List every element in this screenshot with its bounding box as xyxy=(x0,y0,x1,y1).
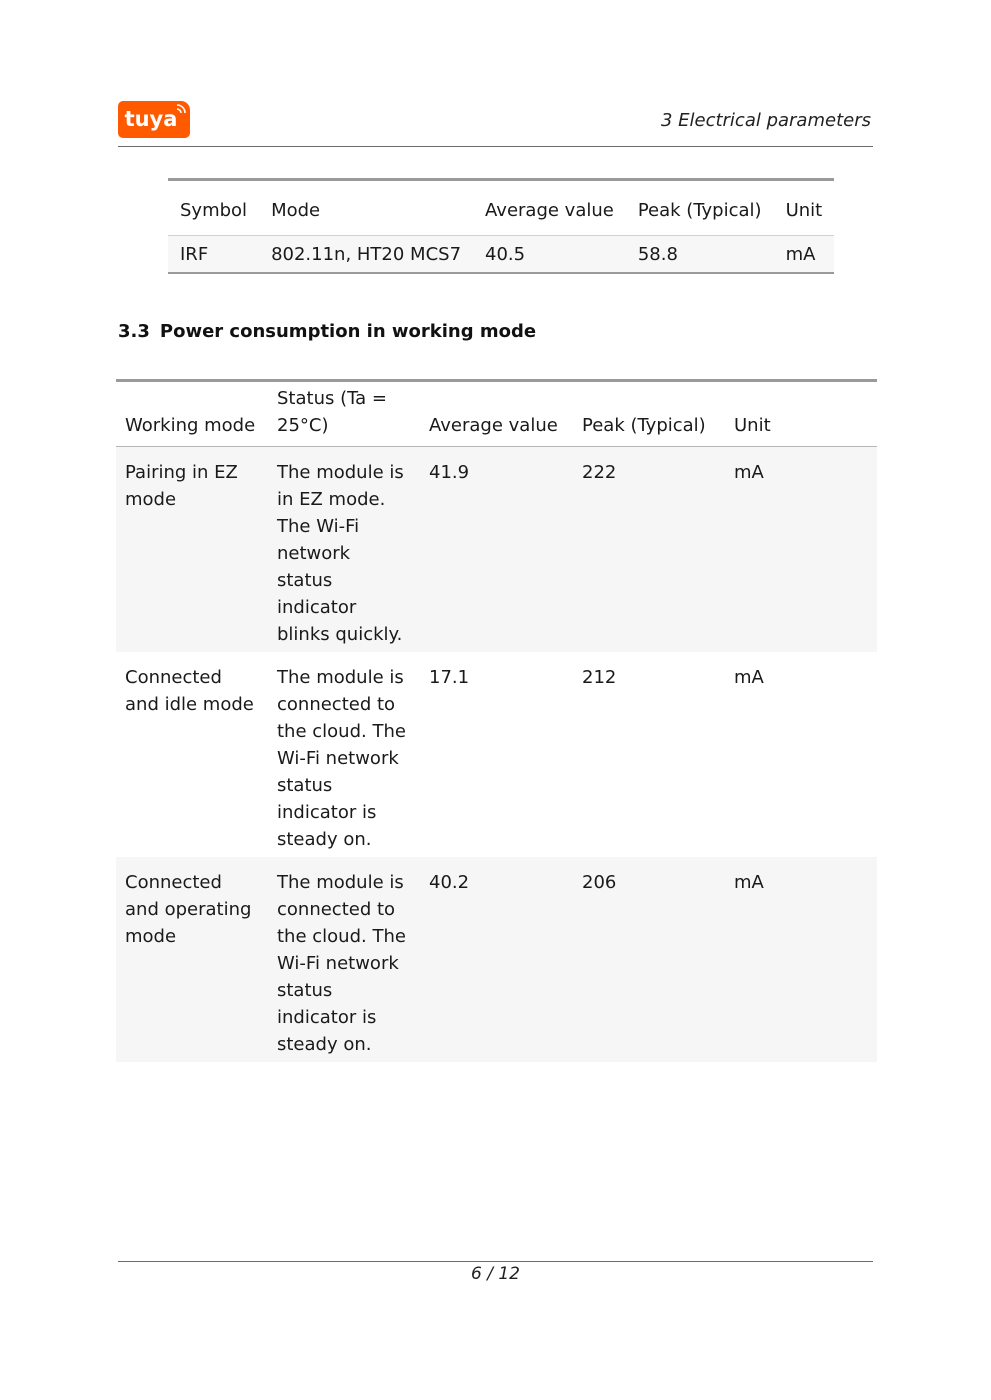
table-cell: mA xyxy=(734,667,764,688)
table-cell: mA xyxy=(774,236,835,274)
table-cell: mA xyxy=(725,447,877,653)
table-row xyxy=(116,857,877,1062)
rf-current-table xyxy=(168,178,834,274)
column-header: Working mode xyxy=(116,381,268,447)
tuya-logo xyxy=(118,101,190,138)
column-header: Status (Ta = 25°C) xyxy=(268,381,420,447)
logo-text: tuya xyxy=(124,106,178,131)
section-title-text: Power consumption in working mode xyxy=(159,321,537,342)
table-cell: The module is connected to the cloud. The Wi-Fi network status indicator is steady on. xyxy=(277,667,406,850)
column-header: Mode xyxy=(259,180,473,236)
table-cell: Pairing in EZ mode xyxy=(116,447,268,653)
page-number: 6 / 12 xyxy=(471,1264,520,1284)
table-cell: 17.1 xyxy=(429,667,470,688)
section-heading xyxy=(118,321,536,342)
column-header: Symbol xyxy=(168,180,259,236)
column-header: Peak (Typical) xyxy=(573,381,725,447)
wifi-icon xyxy=(175,103,187,115)
table-cell: IRF xyxy=(168,236,259,274)
table-cell: 206 xyxy=(573,857,725,1062)
table-cell: 41.9 xyxy=(420,447,573,653)
footer-divider xyxy=(118,1261,873,1262)
table-cell: Connected and operating mode xyxy=(116,857,268,1062)
column-header: Average value xyxy=(473,180,626,236)
table-cell: 40.2 xyxy=(420,857,573,1062)
column-header: Peak (Typical) xyxy=(626,180,774,236)
chapter-title: 3 Electrical parameters xyxy=(660,110,871,131)
table-header-row xyxy=(116,381,877,447)
table-cell: 212 xyxy=(582,667,617,688)
power-consumption-table xyxy=(116,379,877,1062)
column-header: Unit xyxy=(725,381,877,447)
column-header: Unit xyxy=(774,180,835,236)
table-row xyxy=(168,236,834,274)
table-cell: 222 xyxy=(573,447,725,653)
column-header: Average value xyxy=(420,381,573,447)
table-cell: Connected and idle mode xyxy=(125,667,254,715)
table-row xyxy=(116,447,877,653)
table-cell: 58.8 xyxy=(626,236,774,274)
table-cell: mA xyxy=(725,857,877,1062)
table-cell: The module is in EZ mode. The Wi-Fi network status indicator blinks quickly. xyxy=(268,447,420,653)
section-number: 3.3 xyxy=(118,321,150,342)
table-header-row xyxy=(168,180,834,236)
table-cell: 40.5 xyxy=(473,236,626,274)
table-cell: The module is connected to the cloud. The Wi-Fi network status indicator is steady on. xyxy=(268,857,420,1062)
table-cell: 802.11n, HT20 MCS7 xyxy=(259,236,473,274)
header-divider xyxy=(118,146,873,147)
table-row xyxy=(116,652,877,857)
